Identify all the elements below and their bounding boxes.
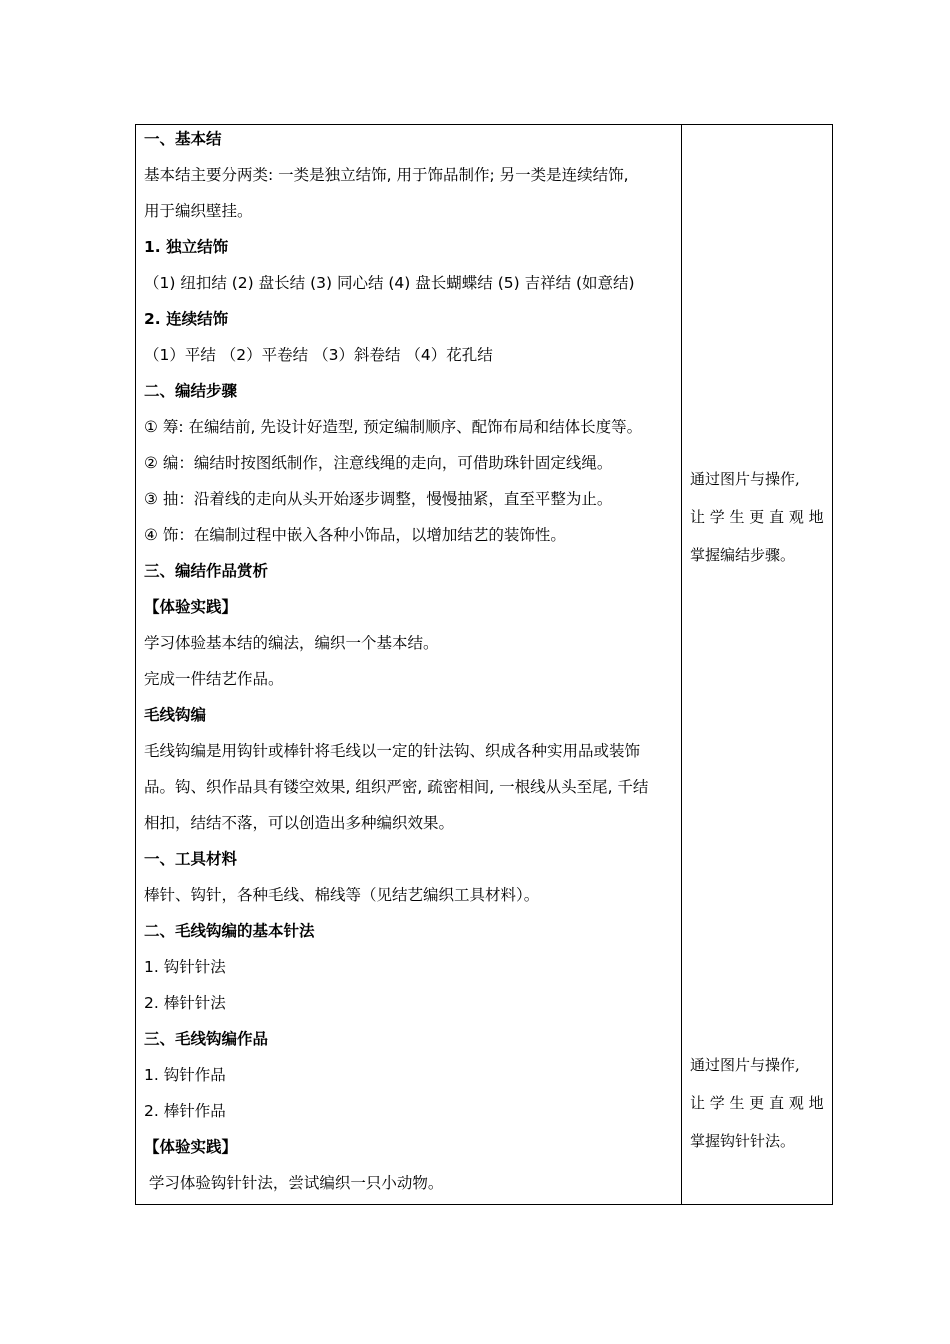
text-line: 完成一件结艺作品。 <box>144 670 284 688</box>
heading-practice-1: 【体验实践】 <box>144 598 238 616</box>
heading-knot-steps: 二、编结步骤 <box>144 382 238 400</box>
text-line: （1) 纽扣结 (2) 盘长结 (3) 同心结 (4) 盘长蝴蝶结 (5) 吉祥结 (如意结) <box>144 274 635 292</box>
text-line: ① 筹: 在编结前, 先设计好造型, 预定编制顺序、配饰布局和结体长度等。 <box>144 418 643 436</box>
heading-knot-appreciation: 三、编结作品赏析 <box>144 562 269 580</box>
text-line: 用于编织壁挂。 <box>144 202 253 220</box>
text-line: 2. 棒针作品 <box>144 1102 226 1120</box>
text-line: 相扣，结结不落，可以创造出多种编织效果。 <box>144 814 455 832</box>
text-line: ③ 抽：沿着线的走向从头开始逐步调整，慢慢抽紧，直至平整为止。 <box>144 490 613 508</box>
note-knot-steps <box>690 460 824 574</box>
notes-column <box>682 125 832 1204</box>
text-line: 2. 棒针针法 <box>144 994 226 1012</box>
text-line: 1. 钩针作品 <box>144 1066 226 1084</box>
heading-basic-stitches: 二、毛线钩编的基本针法 <box>144 922 315 940</box>
text-line: 基本结主要分两类: 一类是独立结饰, 用于饰品制作; 另一类是连续结饰, <box>144 166 629 184</box>
text-line: 品。钩、织作品具有镂空效果, 组织严密, 疏密相间, 一根线从头至尾, 千结 <box>144 778 649 796</box>
note-line: 掌握钩针针法。 <box>690 1132 796 1150</box>
note-crochet-stitches <box>690 1046 824 1160</box>
heading-practice-2: 【体验实践】 <box>144 1138 238 1156</box>
text-line: ② 编：编结时按图纸制作，注意线绳的走向，可借助珠针固定线绳。 <box>144 454 613 472</box>
heading-basic-knots: 一、基本结 <box>144 130 222 148</box>
note-line: 让 学 生 更 直 观 地 <box>690 1094 824 1112</box>
text-line: ④ 饰：在编制过程中嵌入各种小饰品，以增加结艺的装饰性。 <box>144 526 566 544</box>
text-line: 学习体验基本结的编法，编织一个基本结。 <box>144 634 439 652</box>
note-line: 通过图片与操作, <box>690 470 800 488</box>
heading-crochet-works: 三、毛线钩编作品 <box>144 1030 269 1048</box>
text-line: （1）平结 （2）平卷结 （3）斜卷结 （4）花孔结 <box>144 346 493 364</box>
text-line: 毛线钩编是用钩针或棒针将毛线以一定的针法钩、织成各种实用品或装饰 <box>144 742 641 760</box>
note-line: 让 学 生 更 直 观 地 <box>690 508 824 526</box>
heading-continuous-knots: 2. 连续结饰 <box>144 310 229 328</box>
note-line: 掌握编结步骤。 <box>690 546 796 564</box>
heading-wool-crochet: 毛线钩编 <box>144 706 207 724</box>
text-line: 棒针、钩针，各种毛线、棉线等（见结艺编织工具材料）。 <box>144 886 540 904</box>
lesson-table <box>135 124 833 1205</box>
note-line: 通过图片与操作, <box>690 1056 800 1074</box>
content-column <box>136 125 682 1204</box>
heading-independent-knots: 1. 独立结饰 <box>144 238 229 256</box>
heading-tools: 一、工具材料 <box>144 850 238 868</box>
text-line: 1. 钩针针法 <box>144 958 226 976</box>
text-line: 学习体验钩针针法，尝试编织一只小动物。 <box>144 1174 444 1192</box>
